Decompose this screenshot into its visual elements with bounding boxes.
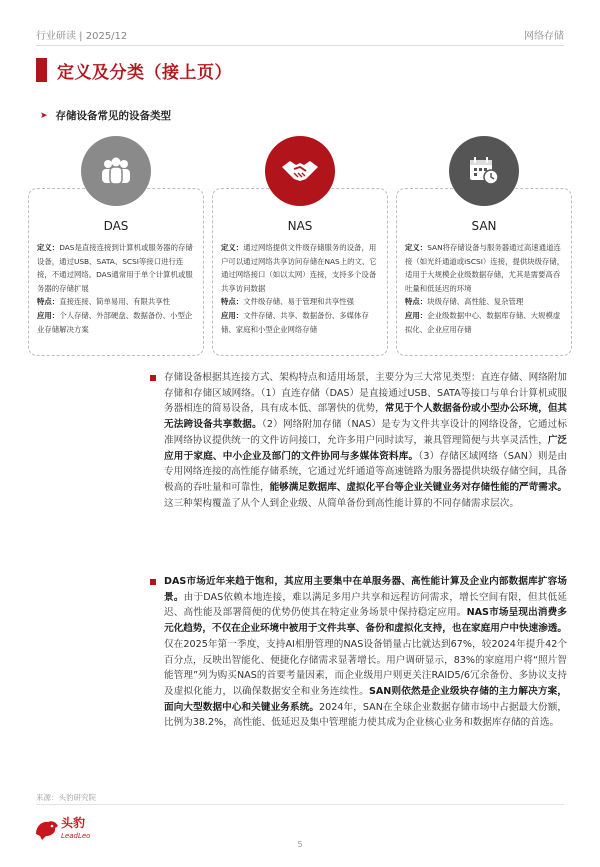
applications-label: 应用： — [221, 310, 244, 320]
card-features — [37, 295, 197, 309]
card-definition — [405, 241, 565, 295]
definition-label: 定义： — [221, 243, 244, 252]
subheading-text: 存储设备常见的设备类型 — [55, 110, 172, 122]
applications-text: 企业级数据中心、数据库存储、大规模虚拟化、企业应用存储 — [405, 310, 561, 334]
card-body — [221, 241, 381, 336]
handshake-icon — [265, 136, 335, 206]
plain-text: 存储设备根据其连接方式、架构特点和适用场景，主要分为三大常见类型：直连存储、网络附加存储和存储区域网络。（1）直连存储（DAS）是直接通过USB、SATA等接口与单台计算机或服务器相连的简易设备，具有成本低、部署快的优势， — [164, 372, 567, 415]
card-das — [28, 188, 204, 356]
definition-text: SAN将存储设备与服务器通过高速通道连接（如光纤通道或iSCSI）连接，提供块级存储，适用于大规模企业级数据存储，尤其是需要高吞吐量和低延迟的环境 — [405, 243, 565, 293]
card-definition — [221, 241, 381, 295]
header-left-text: 行业研读 | 2025/12 — [36, 31, 128, 42]
plain-text: （2）网络附加存储（NAS）是专为文件共享设计的网络设备，它通过标准网络协议提供统一的文件访问接口，允许多用户同时读写，兼具管理简便与共享灵活性， — [164, 419, 568, 446]
definition-text: 通过网络提供文件级存储服务的设备，用户可以通过网络共享访问存储在NAS上的文、它通过网络接口（如以太网）连接，支持多个设备共享访问数据 — [221, 243, 377, 293]
emphasis-text: 能够满足数据库、虚拟化平台等企业关键业务对存储性能的严苛需求。 — [269, 481, 568, 493]
plain-text: 由于DAS依赖本地连接，难以满足多用户共享和远程访问需求，增长空间有限，但其低延迟、高性能及部署简便的优势仍使其在特定业务场景中保持稳定应用。 — [164, 591, 568, 619]
card-title: DAS — [103, 219, 129, 233]
definition-label: 定义： — [37, 243, 60, 252]
card-title: NAS — [287, 219, 313, 233]
applications-label: 应用： — [37, 310, 60, 320]
body-paragraph — [164, 370, 567, 511]
section-title — [36, 58, 232, 82]
card-applications — [221, 309, 381, 336]
emphasis-text: DAS市场近年来趋于饱和，其应用主要集中在单服务器、高性能计算及企业内部数据库扩容场景。 — [164, 576, 567, 603]
card-san — [396, 188, 572, 356]
section-title-text: 定义及分类（接上页） — [57, 62, 232, 83]
body-paragraph — [164, 574, 567, 731]
applications-text: 个人存储、外部硬盘、数据备份、小型企业存储解决方案 — [37, 310, 193, 334]
emphasis-text: SAN则依然是企业级块存储的主力解决方案，面向大型数据中心和关键业务系统。 — [164, 685, 567, 713]
card-title: SAN — [471, 219, 497, 233]
features-text: 直接连接、简单易用、有限共享性 — [59, 297, 171, 307]
paragraph-text — [164, 576, 567, 728]
card-definition — [37, 241, 197, 295]
card-features — [221, 295, 381, 309]
features-text: 块级存储、高性能、复杂管理 — [427, 297, 524, 307]
arrow-right-icon: ➤ — [40, 110, 48, 121]
footer-divider — [36, 804, 564, 805]
plain-text: （3）存储区域网络（SAN）则是由专用网络连接的高性能存储系统，它通过光纤通道等高速链路为服务器提供块级存储空间，具备极高的吞吐量和可靠性， — [164, 450, 568, 493]
card-applications — [37, 309, 197, 336]
card-applications — [405, 309, 565, 336]
square-bullet-icon — [150, 579, 156, 585]
card-body — [405, 241, 565, 336]
logo-sub-text: LeadLeo — [61, 832, 91, 840]
subheading — [40, 108, 171, 123]
title-accent-bar — [36, 58, 47, 82]
card-nas — [212, 188, 388, 356]
emphasis-text: NAS市场呈现出消费多元化趋势，不仅在企业环境中被用于文件共享、备份和虚拟化支持，也在家庭用户中快速渗透。 — [164, 607, 568, 635]
features-label: 特点： — [37, 297, 60, 307]
page-header — [36, 27, 564, 41]
logo-brand-text: 头豹 — [61, 816, 86, 830]
plain-text: 仅在2025年第一季度，支持AI相册管理的NAS设备销量占比就达到67%，较2024年提升42个百分点，反映出智能化、便捷化存储需求显著增长。用户调研显示，83%的家庭用户将“照片智能管理”列为购买NAS的首要考量因素，而企业级用户则更关注RAID5/6冗余备份、多协议支持及虚拟化能力，以确保数据安全和业务连续性。 — [164, 638, 567, 697]
calendar-clock-icon — [449, 136, 519, 206]
features-label: 特点： — [405, 297, 428, 307]
card-body — [37, 241, 197, 336]
plain-text: 这三种架构覆盖了从个人到企业级、从简单备份到高性能计算的不同存储需求层次。 — [164, 497, 519, 509]
emphasis-text: 常见于个人数据备份或小型办公环境，但其无法跨设备共享数据。 — [164, 403, 568, 431]
page-number: 5 — [297, 840, 303, 849]
header-right-text: 网络存储 — [524, 31, 564, 42]
applications-label: 应用： — [405, 310, 428, 320]
leopard-logo-icon — [34, 816, 60, 842]
definition-text: DAS是直接连接到计算机或服务器的存储设备，通过USB、SATA、SCSI等接口进行连接，不通过网络。DAS通常用于单个计算机或服务器的存储扩展 — [37, 243, 193, 293]
header-divider — [36, 45, 564, 46]
definition-label: 定义： — [405, 243, 428, 252]
square-bullet-icon — [150, 375, 156, 381]
plain-text: 2024年，SAN在全球企业数据存储市场中占据最大份额，比例为38.2%，高性能、低延迟及集中管理能力使其成为企业核心业务和数据库存储的首选。 — [164, 701, 567, 729]
features-label: 特点： — [221, 297, 244, 307]
applications-text: 文件存储、共享、数据备份、多媒体存储、家庭和小型企业网络存储 — [221, 310, 369, 334]
source-note: 来源：头豹研究院 — [36, 793, 96, 802]
card-features — [405, 295, 565, 309]
paragraph-text — [164, 372, 567, 509]
emphasis-text: 广泛应用于家庭、中小企业及部门的文件协同与多媒体资料库。 — [164, 434, 568, 462]
features-text: 文件级存储、易于管理和共享性强 — [243, 297, 355, 307]
people-icon — [81, 136, 151, 206]
